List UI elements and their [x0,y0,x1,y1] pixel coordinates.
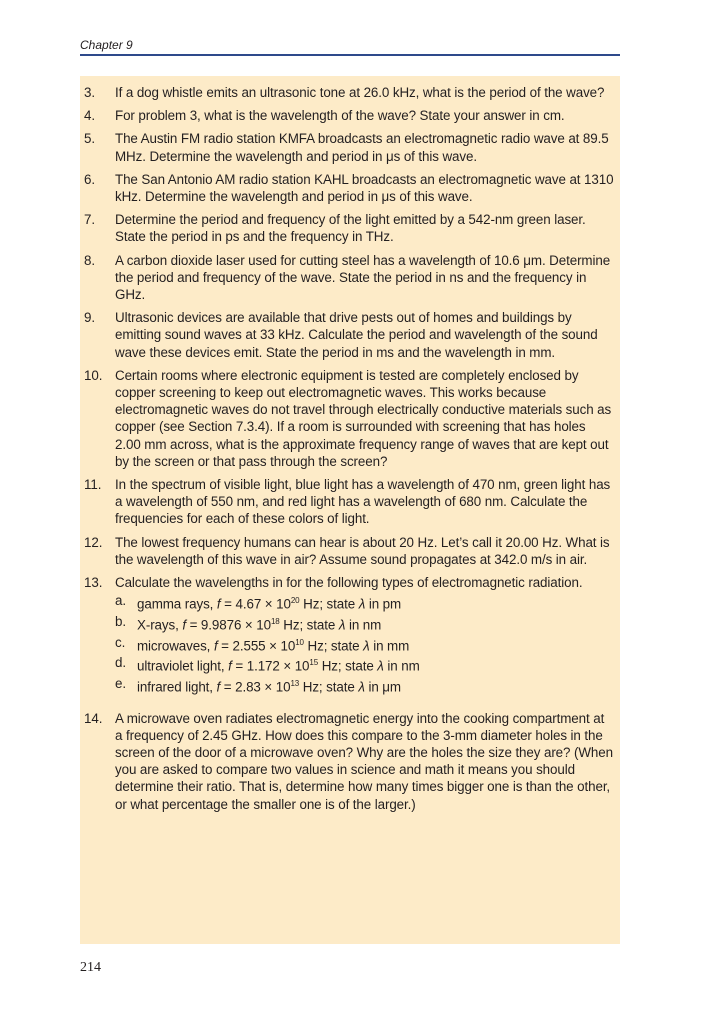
subitem-letter: b. [115,613,126,629]
exponent: 10 [295,637,304,647]
subitem-value: = 2.555 × 10 [217,638,296,654]
subitem-unit: in μm [364,679,401,695]
problem-number: 14. [84,710,103,726]
problem-text: For problem 3, what is the wavelength of the wave? State your answer in cm. [115,108,565,124]
variable-f: f [213,638,218,654]
subitem-letter: e. [115,675,126,691]
problem-number: 8. [84,252,95,268]
problem-number: 10. [84,367,103,383]
problem-6 [84,171,614,205]
subitem-value: = 1.172 × 10 [231,658,310,674]
subitem-label: gamma rays, [137,596,217,612]
problem-text: A carbon dioxide laser used for cutting steel has a wavelength of 10.6 μm. Determine the period and frequency of the wave. State the period in ns and the frequency in GHz. [115,252,611,303]
subitem-d [115,654,614,675]
problem-3 [84,84,614,101]
variable-lambda: λ [358,679,365,695]
subitem-unit: in mm [369,638,410,654]
problem-number: 6. [84,171,95,187]
problem-text: Calculate the wavelengths in for the following types of electromagnetic radiation. [115,575,583,591]
problem-number: 9. [84,310,95,326]
problem-5 [84,130,614,164]
page-number: 214 [80,960,101,975]
problem-number: 11. [84,477,102,493]
variable-f: f [182,617,186,633]
problem-text: The San Antonio AM radio station KAHL broadcasts an electromagnetic wave at 1310 kHz. Determine the wavelength and period in μs of this wave. [115,171,614,205]
subitem-text: Hz; state [318,658,378,674]
subitem-label: infrared light, [137,679,217,695]
variable-f: f [216,679,221,695]
problem-text: If a dog whistle emits an ultrasonic tone at 26.0 kHz, what is the period of the wave? [115,85,605,100]
problem-8 [84,252,614,304]
exponent: 20 [290,596,300,606]
subitem-list [115,592,614,695]
subitem-label: X-rays, [137,617,183,633]
subitem-a [115,592,614,613]
problem-number: 7. [84,212,95,228]
problem-text: In the spectrum of visible light, blue light has a wavelength of 470 nm, green light has a wavelength of 550 nm, and red light has a wavelength of 680 nm. Calculate the frequencies for each of these colors of light. [115,477,611,527]
problem-list [84,84,614,819]
problem-9 [84,309,614,361]
problem-number: 4. [84,108,95,124]
subitem-letter: a. [115,593,126,609]
exponent: 13 [290,678,300,688]
subitem-value: = 4.67 × 10 [220,596,291,612]
problem-7 [84,211,614,245]
problem-4 [84,107,614,124]
subitem-value: = 9.9876 × 10 [185,617,271,633]
subitem-unit: in nm [383,658,420,674]
variable-lambda: λ [377,658,384,674]
subitem-unit: in nm [345,617,382,633]
subitem-letter: d. [115,655,126,671]
chapter-header: Chapter 9 [80,38,133,52]
header-rule [80,54,620,56]
problem-12 [84,534,614,568]
subitem-label: microwaves, [137,638,214,654]
variable-f: f [228,658,232,674]
variable-lambda: λ [358,596,366,612]
exponent: 15 [309,658,319,668]
problem-text: Determine the period and frequency of the light emitted by a 542-nm green laser. State the period in ps and the frequency in THz. [115,212,586,245]
variable-lambda: λ [363,638,370,654]
problem-text: Ultrasonic devices are available that drive pests out of homes and buildings by emitting sound waves at 33 kHz. Calculate the period and wavelength of the sound wave these devices emit. State the period in ms and the wavelength in mm. [115,310,598,360]
problem-number: 13. [84,575,103,591]
problem-number: 5. [84,131,95,147]
subitem-text: Hz; state [279,617,339,633]
subitem-value: = 2.83 × 10 [220,679,291,695]
subitem-b [115,613,614,634]
problem-14 [84,710,614,813]
subitem-text: Hz; state [299,679,359,695]
problem-13 [84,574,614,696]
variable-f: f [216,596,221,612]
subitem-text: Hz; state [303,638,364,654]
problem-10 [84,367,614,470]
subitem-text: Hz; state [299,596,359,612]
subitem-unit: in pm [365,596,402,612]
subitem-e [115,675,614,696]
problem-number: 12. [84,534,103,550]
subitem-letter: c. [115,634,126,650]
subitem-label: ultraviolet light, [137,658,229,674]
problem-11 [84,476,614,528]
subitem-c [115,634,614,655]
exponent: 18 [270,616,280,626]
problem-text: The lowest frequency humans can hear is about 20 Hz. Let’s call it 20.00 Hz. What is the wavelength of this wave in air? Assume sound propagates at 342.0 m/s in air. [115,534,610,567]
variable-lambda: λ [338,617,346,633]
problem-text: Certain rooms where electronic equipment is tested are completely enclosed by copper screening to keep out electromagnetic waves. This works because electromagnetic waves do not travel through electrically conductive materials such as copper (see Section 7.3.4). If a room is surrounded with screening that has holes 2.00 mm across, what is the approximate frequency range of waves that are kept out by the screen or that pass through the screen? [115,367,612,469]
problem-number: 3. [84,85,95,100]
problem-text: The Austin FM radio station KMFA broadcasts an electromagnetic radio wave at 89.5 MHz. Determine the wavelength and period in μs of this wave. [115,131,609,164]
problem-text: A microwave oven radiates electromagnetic energy into the cooking compartment at a frequency of 2.45 GHz. How does this compare to the 3-mm diameter holes in the screen of the door of a microwave oven? Why are the holes the size they are? (When you are asked to compare two values in science and math it means you should determine their ratio. That is, determine how many times bigger one is than the other, or what percentage the smaller one is of the larger.) [115,710,613,812]
